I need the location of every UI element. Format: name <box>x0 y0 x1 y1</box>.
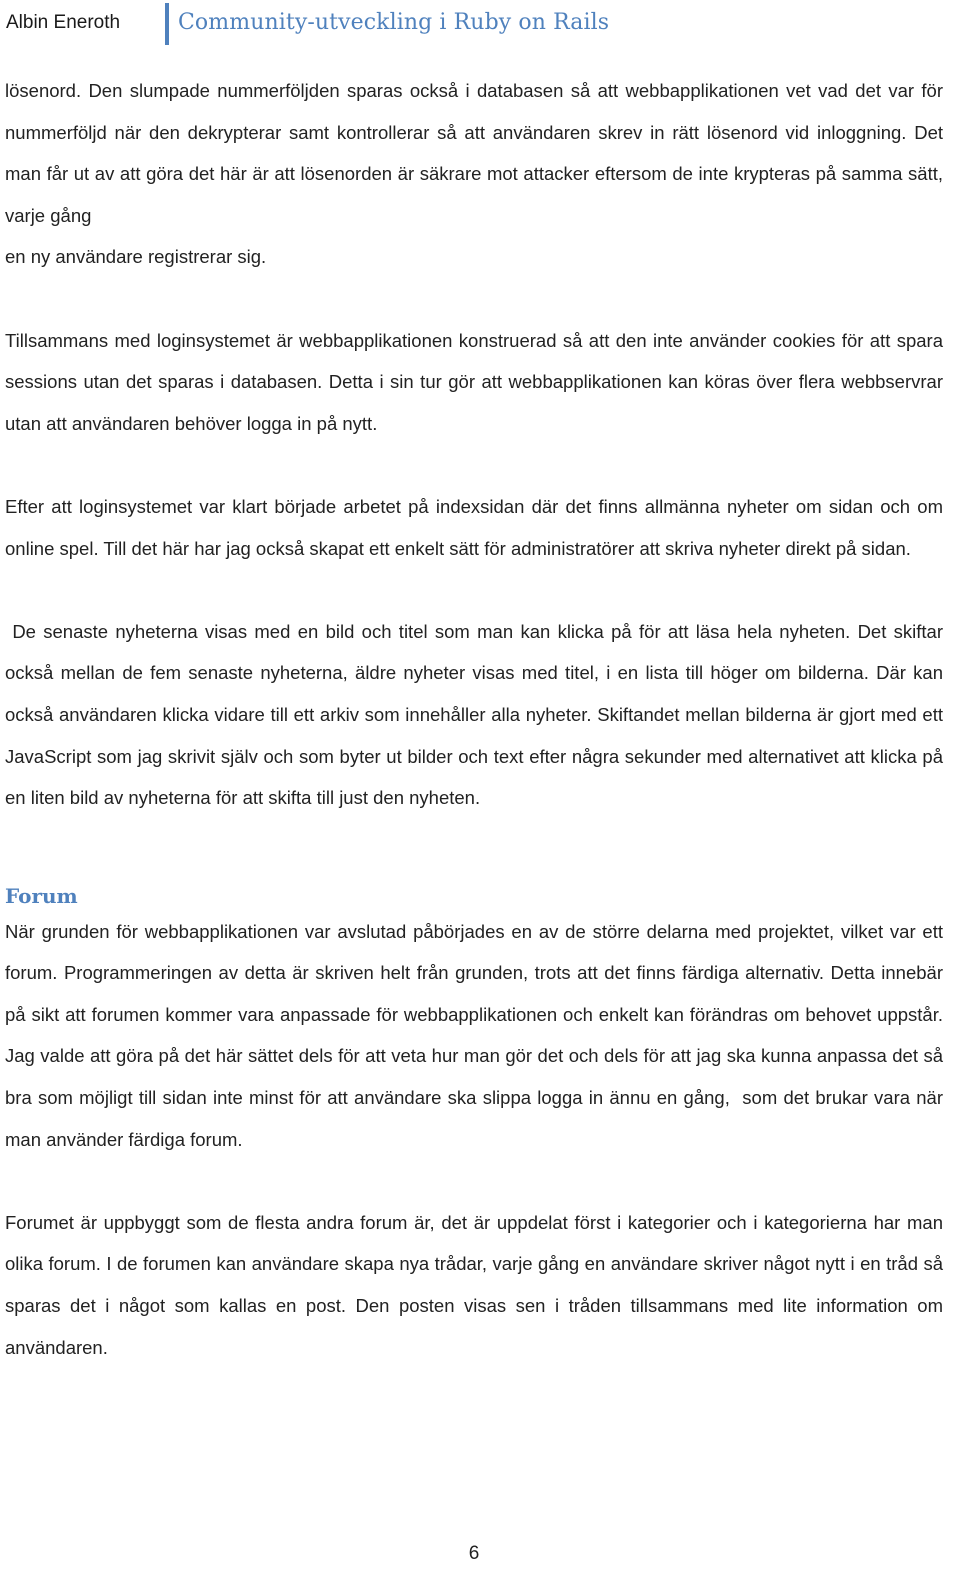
section-heading-forum: Forum <box>5 883 78 908</box>
paragraph-text: en ny användare registrerar sig. <box>5 246 267 268</box>
paragraph-text: lösenord. Den slumpade nummerföljden sparas också i databasen så att webbapplikationen vet vad det var för nummerföljd när den dekrypterar samt kontrollerar så att användaren skrev in rätt lösenord vid inloggning. Det man får ut av att göra det här är att lösenorden är säkrare mot attacker eftersom de inte krypteras på samma sätt, varje gång <box>5 80 943 226</box>
paragraph-spacer <box>5 278 943 320</box>
paragraph-password-salt <box>5 70 943 278</box>
paragraph-spacer <box>5 1160 943 1202</box>
document-body <box>5 70 949 1368</box>
page-header <box>6 0 950 48</box>
paragraph-forum-structure: Forumet är uppbyggt som de flesta andra forum är, det är uppdelat först i kategorier och i kategorierna har man olika forum. I de forumen kan användare skapa nya trådar, varje gång en användare skriver något nytt i en tråd så sparas det i något som kallas en post. Den posten visas sen i tråden tillsammans med lite information om användaren. <box>5 1211 943 1358</box>
paragraph-sessions: Tillsammans med loginsystemet är webbapplikationen konstruerad så att den inte använder cookies för att spara sessions utan det sparas i databasen. Detta i sin tur gör att webbapplikationen kan köras över flera webbservrar utan att användaren behöver logga in på nytt. <box>5 329 943 434</box>
paragraph-spacer <box>5 444 943 486</box>
page-number: 6 <box>468 1543 480 1564</box>
paragraph-news: De senaste nyheterna visas med en bild och titel som man kan klicka på för att läsa hela nyheten. Det skiftar också mellan de fem senaste nyheterna, äldre nyheter visas med titel, i en lista till höger om bilderna. Där kan också användaren klicka vidare till ett arkiv som innehåller alla nyheter. Skiftandet mellan bilderna är gjort med ett JavaScript som jag skrivit själv och som byter ut bilder och text efter några sekunder med alternativet att klicka på en liten bild av nyheterna för att skifta till just den nyheten. <box>5 620 949 809</box>
header-divider <box>165 3 169 45</box>
header-document-title: Community-utveckling i Ruby on Rails <box>178 10 610 35</box>
header-author: Albin Eneroth <box>6 12 121 33</box>
section-spacer <box>5 819 943 881</box>
paragraph-indexpage: Efter att loginsystemet var klart började arbetet på indexsidan där det finns allmänna nyheter om sidan och om online spel. Till det här har jag också skapat ett enkelt sätt för administratörer att skriva nyheter direkt på sidan. <box>5 495 943 559</box>
paragraph-spacer <box>5 569 943 611</box>
paragraph-forum-intro: När grunden för webbapplikationen var avslutad påbörjades en av de större delarna med projektet, vilket var ett forum. Programmeringen av detta är skriven helt från grunden, trots att det finns färdiga alternativ. Detta innebär på sikt att forumen kommer vara anpassade för webbapplikationen och enkelt kan förändras om behovet uppstår. Jag valde att göra på det här sättet dels för att veta hur man gör det och dels för att jag ska kunna anpassa det så bra som möjligt till sidan inte minst för att användare ska slippa logga in ännu en gång, som det brukar vara när man använder färdiga forum. <box>5 920 949 1150</box>
